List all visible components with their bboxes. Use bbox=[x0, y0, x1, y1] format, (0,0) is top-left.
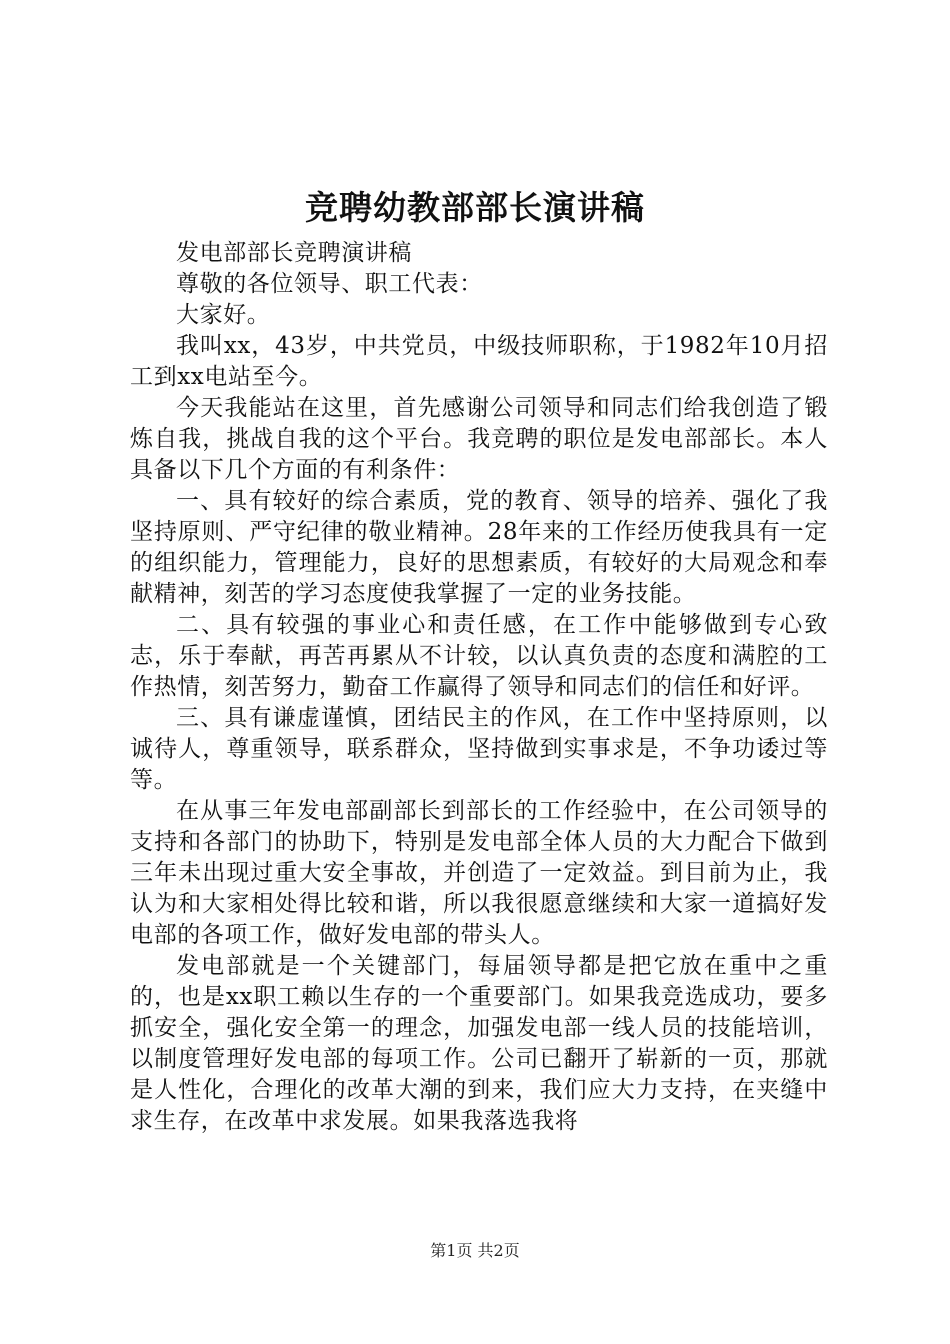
paragraph-condition-one: 一、具有较好的综合素质，党的教育、领导的培养、强化了我坚持原则、严守纪律的敬业精神。28年来的工作经历使我具有一定的组织能力，管理能力，良好的思想素质，有较好的大局观念和奉献精神，刻苦的学习态度使我掌握了一定的业务技能。 bbox=[130, 488, 828, 607]
document-title: 竞聘幼教部部长演讲稿 bbox=[305, 188, 645, 227]
paragraph-greeting: 大家好。 bbox=[176, 302, 271, 328]
paragraph-opening: 今天我能站在这里，首先感谢公司领导和同志们给我创造了锻炼自我，挑战自我的这个平台。我竞聘的职位是发电部部长。本人具备以下几个方面的有利条件： bbox=[130, 395, 828, 483]
document-body bbox=[130, 238, 828, 1137]
page-number-footer: 第1页 共2页 bbox=[430, 1241, 520, 1260]
paragraph-condition-two: 二、具有较强的事业心和责任感，在工作中能够做到专心致志，乐于奉献，再苦再累从不计较，以认真负责的态度和满腔的工作热情，刻苦努力，勤奋工作赢得了领导和同志们的信任和好评。 bbox=[130, 612, 828, 700]
paragraph-plan: 发电部就是一个关键部门，每届领导都是把它放在重中之重的，也是xx职工赖以生存的一个重要部门。如果我竞选成功，要多抓安全，强化安全第一的理念，加强发电部一线人员的技能培训，以制度管理好发电部的每项工作。公司已翻开了崭新的一页，那就是人性化，合理化的改革大潮的到来，我们应大力支持，在夹缝中求生存，在改革中求发展。如果我落选我将 bbox=[130, 953, 828, 1134]
paragraph-introduction: 我叫xx，43岁，中共党员，中级技师职称，于1982年10月招工到xx电站至今。 bbox=[130, 333, 828, 390]
paragraph-salutation: 尊敬的各位领导、职工代表： bbox=[176, 271, 483, 297]
paragraph-subtitle: 发电部部长竞聘演讲稿 bbox=[176, 240, 412, 266]
paragraph-condition-three: 三、具有谦虚谨慎，团结民主的作风，在工作中坚持原则，以诚待人，尊重领导，联系群众，坚持做到实事求是，不争功诿过等等。 bbox=[130, 705, 828, 793]
paragraph-experience: 在从事三年发电部副部长到部长的工作经验中，在公司领导的支持和各部门的协助下，特别是发电部全体人员的大力配合下做到三年未出现过重大安全事故，并创造了一定效益。到目前为止，我认为和大家相处得比较和谐，所以我很愿意继续和大家一道搞好发电部的各项工作，做好发电部的带头人。 bbox=[130, 798, 828, 948]
